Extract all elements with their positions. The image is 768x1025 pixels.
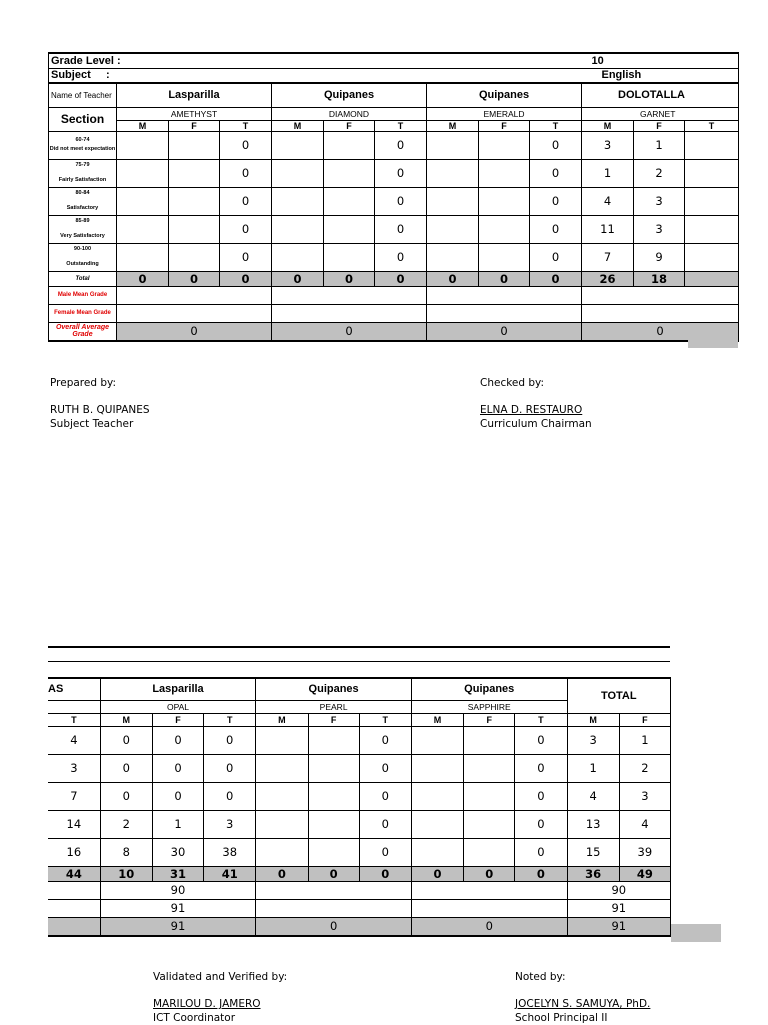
count-cell: 3: [634, 187, 685, 215]
male-mean-value: [256, 881, 412, 899]
count-cell: [117, 131, 169, 159]
count-cell: [464, 754, 515, 782]
count-cell: 0: [515, 838, 567, 866]
count-cell: [411, 838, 463, 866]
spacer: [49, 253, 116, 261]
section-name: GARNET: [582, 107, 739, 120]
count-cell: [169, 131, 220, 159]
count-cell: 39: [619, 838, 670, 866]
teacher-label: Name of Teacher: [49, 83, 117, 107]
count-cell: 8: [100, 838, 152, 866]
count-cell: [117, 187, 169, 215]
count-cell: 14: [48, 810, 100, 838]
total-label: Total: [49, 271, 117, 286]
count-cell: [324, 243, 375, 271]
count-cell: [464, 726, 515, 754]
count-cell: 0: [359, 838, 411, 866]
count-cell: 0: [152, 782, 203, 810]
grade-range: 90-100: [73, 246, 92, 252]
count-cell: [427, 159, 479, 187]
total-cell: 0: [359, 866, 411, 881]
checked-by-label: Checked by:: [480, 377, 545, 389]
mft-header: F: [464, 713, 515, 726]
count-cell: 0: [220, 159, 272, 187]
checked-by-name: ELNA D. RESTAURO: [480, 404, 583, 416]
count-cell: 1: [634, 131, 685, 159]
count-cell: 0: [515, 810, 567, 838]
total-cell: 0: [169, 271, 220, 286]
mft-header: T: [515, 713, 567, 726]
female-mean-value: [411, 899, 567, 917]
count-cell: [427, 187, 479, 215]
mft-header: M: [256, 713, 308, 726]
overall-value: 91: [100, 917, 256, 936]
count-cell: 3: [634, 215, 685, 243]
total-cell: 0: [220, 271, 272, 286]
count-cell: [411, 726, 463, 754]
mft-header: M: [100, 713, 152, 726]
section-label: Section: [49, 107, 117, 131]
section-name: EMERALD: [427, 107, 582, 120]
count-cell: 0: [220, 215, 272, 243]
grade-range: 80-84: [75, 190, 90, 196]
count-cell: [324, 131, 375, 159]
count-cell: [169, 159, 220, 187]
noted-by-block: [515, 970, 650, 1025]
overall-value: [48, 917, 100, 936]
count-cell: [685, 159, 739, 187]
total-cell: 49: [619, 866, 670, 881]
teacher-name: DOLOTALLA: [582, 83, 739, 107]
grade-descriptor: Satisfactory: [66, 205, 99, 211]
grade-range-label: [49, 215, 117, 243]
total-cell: 18: [634, 271, 685, 286]
mft-header: T: [204, 713, 256, 726]
overall-value: 0: [411, 917, 567, 936]
count-cell: 0: [359, 782, 411, 810]
female-mean-value: 91: [100, 899, 256, 917]
female-mean-value: [48, 899, 100, 917]
mft-header: M: [117, 120, 169, 131]
validated-by-label: Validated and Verified by:: [153, 971, 288, 983]
overall-average-value: 0: [427, 322, 582, 341]
grade-range: 85-89: [75, 218, 90, 224]
mft-header: T: [685, 120, 739, 131]
count-cell: 0: [530, 243, 582, 271]
grade-level-value: 10: [582, 53, 739, 68]
count-cell: [308, 810, 359, 838]
mft-header: F: [308, 713, 359, 726]
total-cell: 0: [479, 271, 530, 286]
overall-average-label: Overall Average Grade: [49, 322, 117, 341]
total-cell: 0: [464, 866, 515, 881]
count-cell: 1: [619, 726, 670, 754]
count-cell: [464, 782, 515, 810]
mft-header: T: [359, 713, 411, 726]
overflow-shading: [671, 924, 721, 942]
mft-header: F: [634, 120, 685, 131]
count-cell: 0: [359, 754, 411, 782]
count-cell: [427, 243, 479, 271]
count-cell: [685, 243, 739, 271]
total-cell: 10: [100, 866, 152, 881]
mft-header: F: [152, 713, 203, 726]
count-cell: [685, 215, 739, 243]
count-cell: [272, 215, 324, 243]
count-cell: 3: [204, 810, 256, 838]
mft-header: F: [619, 713, 670, 726]
total-cell: [685, 271, 739, 286]
count-cell: 15: [567, 838, 619, 866]
total-cell: 0: [530, 271, 582, 286]
male-mean-value: [48, 881, 100, 899]
overall-average-value: 0: [582, 322, 739, 341]
checked-by-title: Curriculum Chairman: [480, 418, 592, 430]
prepared-by-block: [50, 376, 150, 431]
mft-header: M: [582, 120, 634, 131]
count-cell: 0: [375, 215, 427, 243]
prepared-by-label: Prepared by:: [50, 377, 116, 389]
count-cell: 0: [220, 131, 272, 159]
overall-average-value: 0: [272, 322, 427, 341]
count-cell: [479, 243, 530, 271]
male-mean-value: 90: [567, 881, 670, 899]
count-cell: 1: [582, 159, 634, 187]
count-cell: [411, 782, 463, 810]
grade-summary-table-2: [48, 677, 671, 944]
count-cell: [256, 754, 308, 782]
divider-line: [48, 646, 670, 648]
count-cell: 0: [375, 159, 427, 187]
grade-summary-table-1: [48, 52, 715, 350]
count-cell: 7: [582, 243, 634, 271]
teacher-name: Quipanes: [272, 83, 427, 107]
mft-header: T: [375, 120, 427, 131]
count-cell: [117, 243, 169, 271]
count-cell: [169, 215, 220, 243]
count-cell: [411, 810, 463, 838]
mft-header: M: [567, 713, 619, 726]
count-cell: [272, 187, 324, 215]
total-cell: 0: [117, 271, 169, 286]
teacher-name: Quipanes: [411, 678, 567, 700]
teacher-name: Lasparilla: [100, 678, 256, 700]
male-mean-value: 90: [100, 881, 256, 899]
mft-header: T: [220, 120, 272, 131]
count-cell: 0: [220, 243, 272, 271]
count-cell: 4: [567, 782, 619, 810]
count-cell: 0: [204, 726, 256, 754]
validated-by-name: MARILOU D. JAMERO: [153, 998, 261, 1010]
total-cell: 31: [152, 866, 203, 881]
count-cell: [324, 187, 375, 215]
count-cell: 4: [619, 810, 670, 838]
count-cell: 0: [100, 726, 152, 754]
total-cell: 26: [582, 271, 634, 286]
count-cell: 0: [152, 754, 203, 782]
count-cell: 0: [515, 726, 567, 754]
grade-descriptor: Fairly Satisfaction: [58, 177, 107, 183]
mft-header: F: [169, 120, 220, 131]
count-cell: 3: [567, 726, 619, 754]
count-cell: 7: [48, 782, 100, 810]
count-cell: 1: [567, 754, 619, 782]
count-cell: [427, 131, 479, 159]
grade-range-label: [49, 159, 117, 187]
count-cell: [169, 187, 220, 215]
noted-by-name: JOCELYN S. SAMUYA, PhD.: [515, 998, 651, 1010]
overall-average-value: 0: [117, 322, 272, 341]
spacer: [49, 225, 116, 233]
count-cell: 0: [204, 782, 256, 810]
overall-value: 0: [256, 917, 412, 936]
count-cell: [272, 159, 324, 187]
total-cell: 0: [427, 271, 479, 286]
count-cell: [117, 215, 169, 243]
count-cell: 0: [359, 810, 411, 838]
count-cell: [479, 187, 530, 215]
total-cell: 44: [48, 866, 100, 881]
male-mean-value: [411, 881, 567, 899]
count-cell: [308, 726, 359, 754]
total-cell: 41: [204, 866, 256, 881]
count-cell: 2: [619, 754, 670, 782]
count-cell: 4: [48, 726, 100, 754]
grade-descriptor: Outstanding: [66, 261, 99, 267]
count-cell: [169, 243, 220, 271]
count-cell: 0: [515, 754, 567, 782]
grade-range-label: [49, 131, 117, 159]
grade-range: 60-74: [75, 137, 90, 143]
mft-header: T: [48, 713, 100, 726]
count-cell: [256, 782, 308, 810]
count-cell: [308, 782, 359, 810]
count-cell: [685, 131, 739, 159]
teacher-name: Lasparilla: [117, 83, 272, 107]
subject-value: English: [582, 68, 739, 83]
count-cell: 0: [375, 187, 427, 215]
prepared-by-name: RUTH B. QUIPANES: [50, 404, 150, 416]
count-cell: [308, 754, 359, 782]
count-cell: [117, 159, 169, 187]
section-name: DIAMOND: [272, 107, 427, 120]
count-cell: 0: [204, 754, 256, 782]
count-cell: 0: [530, 215, 582, 243]
grade-range-label: [49, 187, 117, 215]
grade-descriptor: Very Satisfactory: [60, 233, 105, 239]
spacer: [49, 197, 116, 205]
total-cell: 0: [308, 866, 359, 881]
count-cell: [479, 159, 530, 187]
count-cell: 2: [100, 810, 152, 838]
count-cell: 0: [359, 726, 411, 754]
count-cell: 2: [634, 159, 685, 187]
male-mean-label: Male Mean Grade: [49, 286, 117, 304]
count-cell: [324, 215, 375, 243]
mft-header: T: [530, 120, 582, 131]
count-cell: [479, 215, 530, 243]
count-cell: [256, 810, 308, 838]
count-cell: [256, 838, 308, 866]
subject-label: Subject :: [49, 68, 117, 83]
count-cell: [464, 838, 515, 866]
count-cell: 11: [582, 215, 634, 243]
total-cell: 0: [324, 271, 375, 286]
teacher-name: Quipanes: [256, 678, 412, 700]
count-cell: 0: [152, 726, 203, 754]
count-cell: [256, 726, 308, 754]
count-cell: [479, 131, 530, 159]
noted-by-title: School Principal II: [515, 1012, 608, 1024]
section-name: OPAL: [100, 700, 256, 713]
count-cell: 0: [375, 243, 427, 271]
count-cell: 0: [530, 131, 582, 159]
divider-line: [48, 661, 670, 662]
section-name: PEARL: [256, 700, 412, 713]
count-cell: [272, 131, 324, 159]
total-cell: 0: [256, 866, 308, 881]
count-cell: 3: [582, 131, 634, 159]
noted-by-label: Noted by:: [515, 971, 566, 983]
count-cell: 16: [48, 838, 100, 866]
mft-header: M: [427, 120, 479, 131]
spacer: [49, 169, 116, 177]
count-cell: [685, 187, 739, 215]
count-cell: 4: [582, 187, 634, 215]
count-cell: 38: [204, 838, 256, 866]
mft-header: M: [272, 120, 324, 131]
section-name: SAPPHIRE: [411, 700, 567, 713]
total-header: TOTAL: [567, 678, 670, 713]
grade-level-label: Grade Level :: [49, 53, 117, 68]
count-cell: [324, 159, 375, 187]
total-cell: 36: [567, 866, 619, 881]
total-cell: 0: [515, 866, 567, 881]
grade-descriptor: Did not meet expectation: [49, 146, 116, 152]
count-cell: 0: [530, 187, 582, 215]
total-cell: 0: [411, 866, 463, 881]
count-cell: 13: [567, 810, 619, 838]
count-cell: 0: [530, 159, 582, 187]
prepared-by-title: Subject Teacher: [50, 418, 134, 430]
count-cell: 1: [152, 810, 203, 838]
section-name: AMETHYST: [117, 107, 272, 120]
teacher-name: Quipanes: [427, 83, 582, 107]
count-cell: [272, 243, 324, 271]
overall-value: 91: [567, 917, 670, 936]
validated-by-title: ICT Coordinator: [153, 1012, 236, 1024]
validated-by-block: [153, 970, 287, 1025]
count-cell: [308, 838, 359, 866]
count-cell: 0: [515, 782, 567, 810]
overflow-shading: [688, 330, 738, 348]
count-cell: [411, 754, 463, 782]
count-cell: 9: [634, 243, 685, 271]
teacher-name-fragment: AS: [48, 678, 100, 700]
count-cell: 0: [100, 782, 152, 810]
female-mean-label: Female Mean Grade: [49, 304, 117, 322]
count-cell: 3: [619, 782, 670, 810]
grade-range: 75-79: [75, 162, 90, 168]
count-cell: 0: [375, 131, 427, 159]
total-cell: 0: [375, 271, 427, 286]
mft-header: F: [324, 120, 375, 131]
mft-header: F: [479, 120, 530, 131]
count-cell: 3: [48, 754, 100, 782]
female-mean-value: [256, 899, 412, 917]
checked-by-block: [480, 376, 592, 431]
mft-header: M: [411, 713, 463, 726]
count-cell: 30: [152, 838, 203, 866]
count-cell: 0: [220, 187, 272, 215]
count-cell: [464, 810, 515, 838]
total-cell: 0: [272, 271, 324, 286]
count-cell: [427, 215, 479, 243]
female-mean-value: 91: [567, 899, 670, 917]
grade-range-label: [49, 243, 117, 271]
count-cell: 0: [100, 754, 152, 782]
